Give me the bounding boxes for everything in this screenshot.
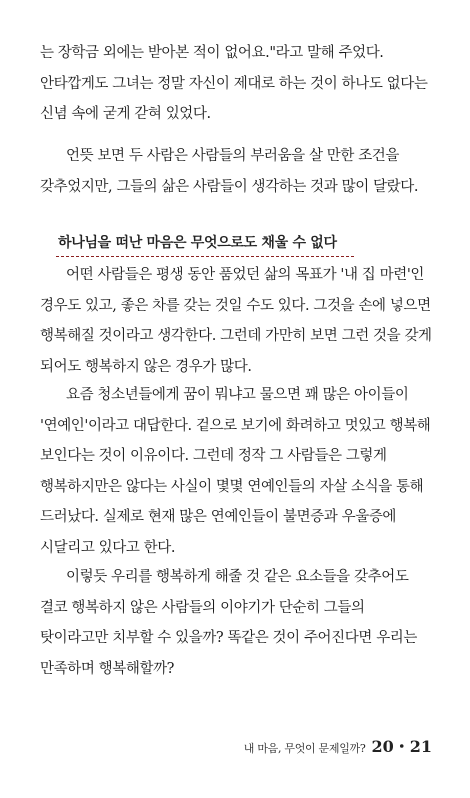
- page-numbers: 20・21: [371, 737, 432, 756]
- section-heading: 하나님을 떠난 마음은 무엇으로도 채울 수 없다: [58, 235, 337, 251]
- running-title: 내 마음, 무엇이 문제일까?: [243, 742, 366, 755]
- heading-underline: [56, 256, 354, 257]
- paragraph-4: 요즘 청소년들에게 꿈이 뭐냐고 물으면 꽤 많은 아이들이 '연예인'이라고 대답한다. 겉으로 보기에 화려하고 멋있고 행복해 보인다는 것이 이유이다. 그런데 정작 그 사람들은 그렇게 행복하지만은 않다는 사실이 몇몇 연예인들의 자살 소식을 통해 드러났다. 실제로 현재 많은 연예인들이 불면증과 우울증에 시달리고 있다고 한다.: [40, 387, 431, 556]
- paragraph-2: 언뜻 보면 두 사람은 사람들의 부러움을 살 만한 조건을 갖추었지만, 그들의 삶은 사람들이 생각하는 것과 많이 달랐다.: [40, 148, 419, 195]
- paragraph-5: 이렇듯 우리를 행복하게 해줄 것 같은 요소들을 갖추어도 결코 행복하지 않은 사람들의 이야기가 단순히 그들의 탓이라고만 치부할 수 있을까? 똑같은 것이 주어진다면 우리는 만족하며 행복해할까?: [40, 569, 418, 677]
- paragraph-1: 는 장학금 외에는 받아본 적이 없어요."라고 말해 주었다. 안타깝게도 그녀는 정말 자신이 제대로 하는 것이 하나도 없다는 신념 속에 굳게 갇혀 있었다.: [40, 45, 428, 122]
- paragraph-3: 어떤 사람들은 평생 동안 품었던 삶의 목표가 '내 집 마련'인 경우도 있고, 좋은 차를 갖는 것일 수도 있다. 그것을 손에 넣으면 행복해질 것이라고 생각한다. 그런데 가만히 보면 그런 것을 갖게 되어도 행복하지 않은 경우가 많다.: [40, 267, 432, 375]
- page-footer: [244, 734, 432, 757]
